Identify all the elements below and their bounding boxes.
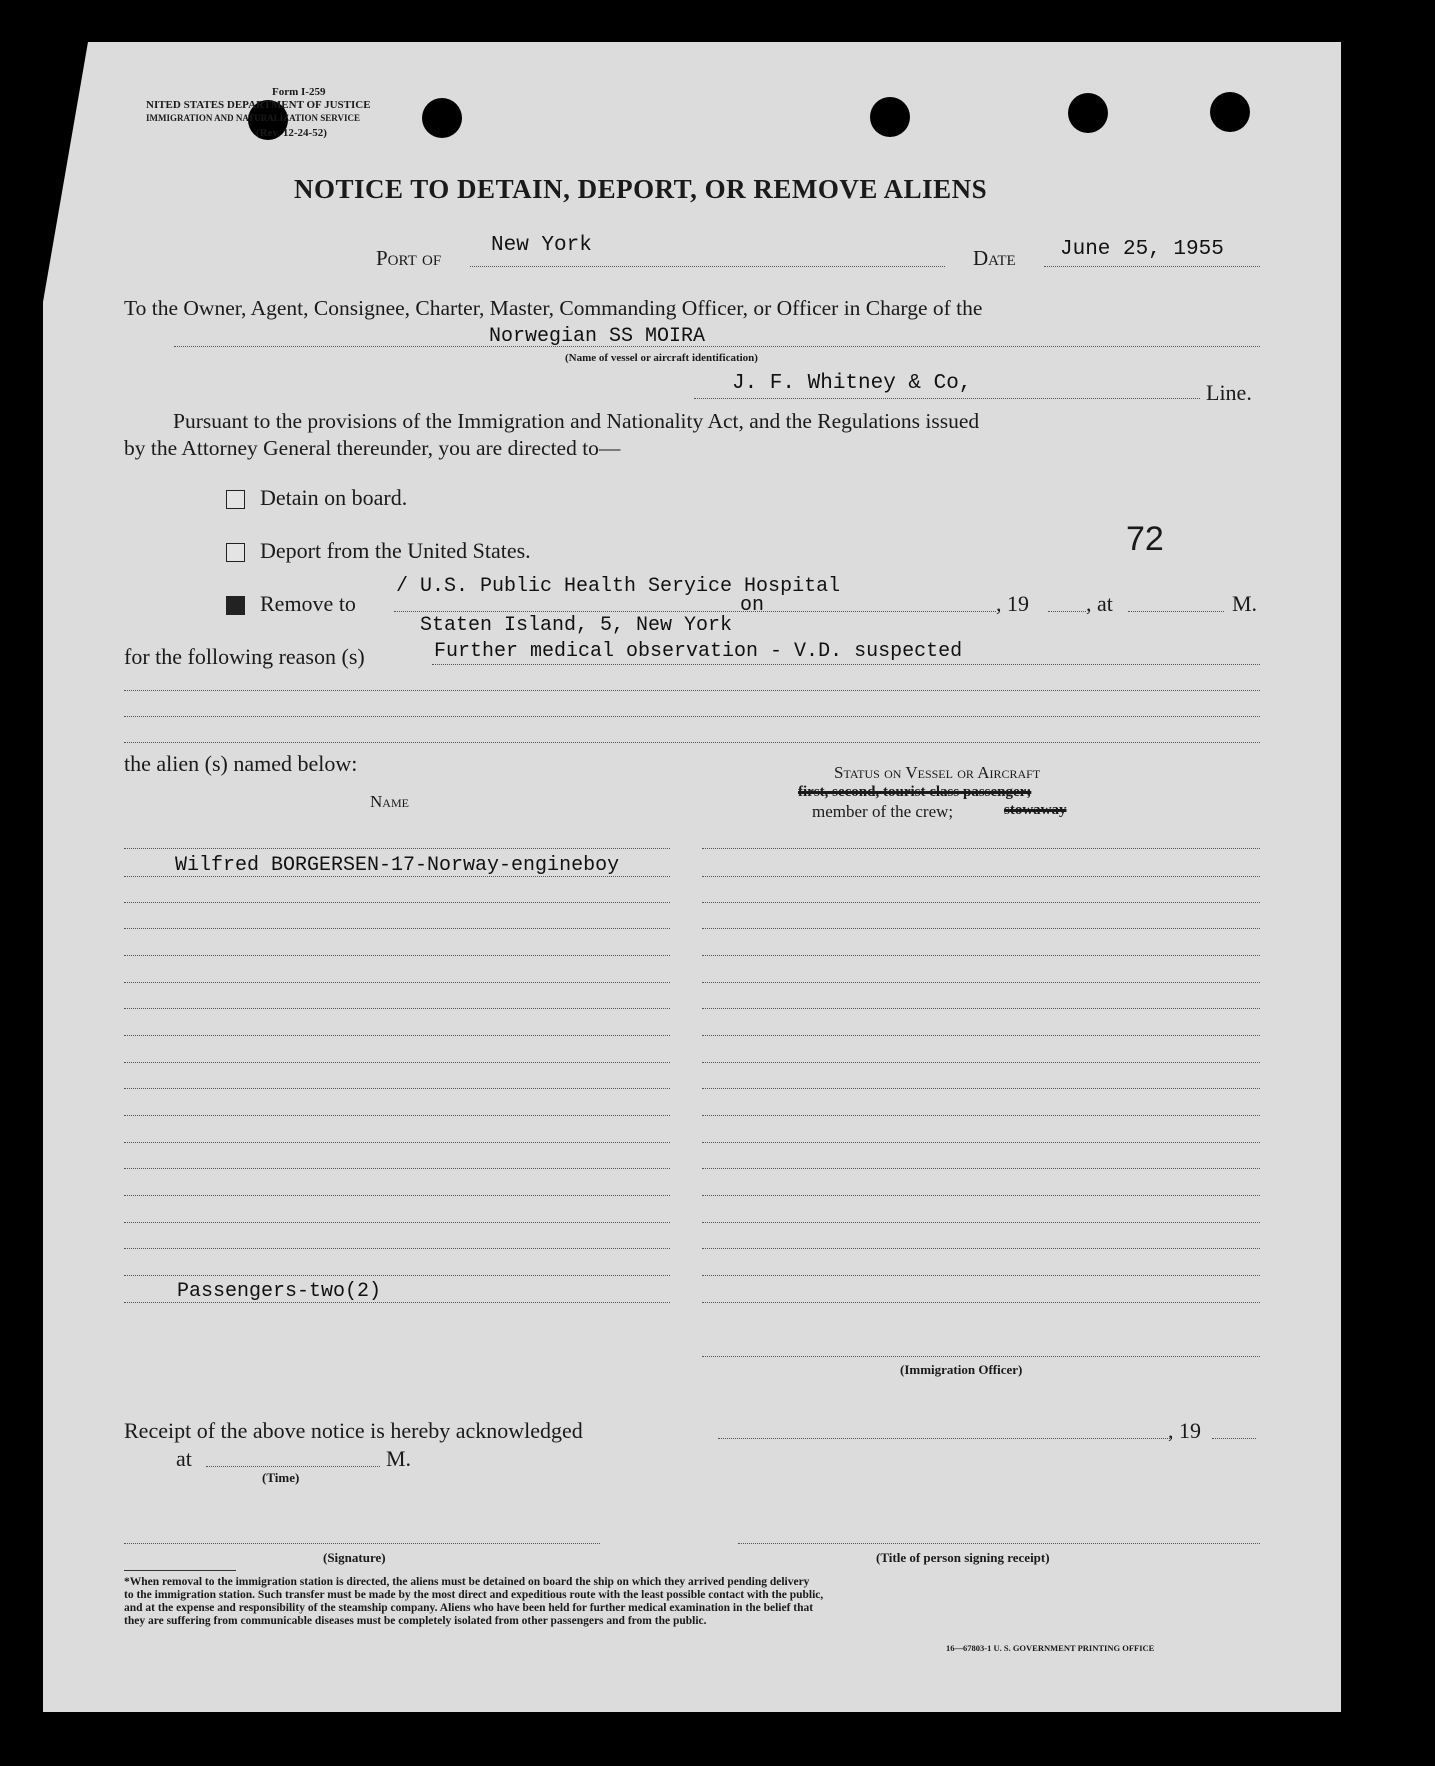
punch-hole [422, 98, 462, 138]
remove-destination-line-2: Staten Island, 5, New York [420, 614, 733, 637]
ruled-line [702, 1088, 1260, 1089]
line-label: Line. [1206, 380, 1252, 405]
ruled-line [702, 1035, 1260, 1036]
punch-hole [870, 97, 910, 137]
ruled-line [124, 1035, 670, 1036]
ruled-line [124, 1275, 670, 1276]
form-number: Form I-259 [272, 86, 326, 98]
ruled-line [124, 1222, 670, 1223]
ruled-line [702, 1142, 1260, 1143]
ruled-line [124, 1088, 670, 1089]
ruled-line [124, 1062, 670, 1063]
reason-value: Further medical observation - V.D. suspected [434, 640, 963, 663]
footnote-line-2: to the immigration station. Such transfer must be made by the most direct and expeditious route with the least possible contact with the public, [124, 1589, 824, 1601]
ruled-line [702, 1222, 1260, 1223]
deport-label: Deport from the United States. [260, 538, 531, 563]
reason-line [124, 690, 1260, 691]
reason-line [124, 742, 1260, 743]
officer-signature-line [702, 1356, 1260, 1357]
title-signing-line [738, 1543, 1260, 1544]
status-crew-struck-text: stowaway [1004, 802, 1067, 818]
name-column-header: Name [370, 792, 409, 811]
ruled-line [124, 1115, 670, 1116]
ruled-line [702, 1302, 1260, 1303]
footnote-line-4: they are suffering from communicable diseases must be completely isolated from other passengers and from the public. [124, 1615, 707, 1627]
ruled-line [124, 1008, 670, 1009]
remove-at-label: , at [1086, 591, 1113, 616]
ruled-line [702, 876, 1260, 877]
ruled-line [702, 1008, 1260, 1009]
document-page [43, 42, 1341, 1712]
date-underline [1044, 266, 1260, 267]
detain-checkbox[interactable] [226, 490, 245, 509]
remove-checkbox[interactable] [226, 596, 245, 615]
status-column-header: Status on Vessel or Aircraft [834, 763, 1041, 782]
ruled-line [702, 1115, 1260, 1116]
date-label: Date [973, 246, 1016, 270]
receipt-m-label: M. [386, 1446, 412, 1471]
margin-number: 72 [1126, 520, 1164, 558]
port-value: New York [491, 234, 592, 257]
ruled-line [702, 928, 1260, 929]
date-value: June 25, 1955 [1060, 238, 1224, 261]
receipt-at-label: at [176, 1446, 192, 1471]
remove-m-label: M. [1232, 591, 1258, 616]
ruled-line [124, 982, 670, 983]
receipt-time-underline [206, 1466, 380, 1467]
reason-underline [432, 664, 1260, 665]
ruled-line [124, 1248, 670, 1249]
ruled-line [702, 1195, 1260, 1196]
addressee-text: To the Owner, Agent, Consignee, Charter, Master, Commanding Officer, or Officer in Charge of the [124, 296, 983, 320]
remove-destination-line-1: / U.S. Public Health Seryice Hospital [396, 575, 841, 598]
remove-time-underline [1128, 611, 1224, 612]
port-label: Port of [376, 246, 442, 270]
remove-label: Remove to [260, 591, 356, 616]
status-crew-text: member of the crew; [812, 802, 954, 821]
vessel-underline [174, 346, 1260, 347]
remove-year-underline [1048, 611, 1086, 612]
remove-year-label: , 19 [996, 591, 1029, 616]
title-signing-caption: (Title of person signing receipt) [876, 1550, 1050, 1565]
pursuant-text-1: Pursuant to the provisions of the Immigration and Nationality Act, and the Regulations issued [173, 409, 980, 433]
remove-underline [394, 611, 996, 612]
detain-label: Detain on board. [260, 485, 408, 510]
ruled-line [702, 1062, 1260, 1063]
form-revision: (Rev. 12-24-52) [256, 127, 327, 139]
vessel-caption: (Name of vessel or aircraft identification) [565, 352, 758, 364]
receipt-year-underline [1212, 1438, 1256, 1439]
printer-line: 16—67803-1 U. S. GOVERNMENT PRINTING OFFICE [946, 1643, 1155, 1653]
receipt-year-label: , 19 [1168, 1418, 1201, 1443]
punch-hole [1068, 93, 1108, 133]
ruled-line [124, 902, 670, 903]
agency-line-2: IMMIGRATION AND NATURALIZATION SERVICE [146, 113, 360, 123]
ruled-line [124, 928, 670, 929]
officer-caption: (Immigration Officer) [900, 1362, 1023, 1377]
footnote-line-3: and at the expense and responsibility of the steamship company. Aliens who have been held for further medical examination in the belief that [124, 1602, 814, 1614]
status-struck-text: first, second, tourist class passenger; [798, 784, 1032, 800]
port-underline [470, 266, 945, 267]
receipt-text: Receipt of the above notice is hereby acknowledged [124, 1418, 583, 1443]
aliens-intro: the alien (s) named below: [124, 751, 358, 776]
vessel-value: Norwegian SS MOIRA [489, 325, 706, 348]
ruled-line [124, 955, 670, 956]
ruled-line [124, 1142, 670, 1143]
ruled-line [124, 1168, 670, 1169]
passengers-note: Passengers-two(2) [177, 1280, 382, 1303]
ruled-line [702, 982, 1260, 983]
pursuant-text-2: by the Attorney General thereunder, you are directed to— [124, 436, 621, 460]
footnote-line-1: *When removal to the immigration station is directed, the aliens must be detained on board the ship on which they arrived pending delivery [124, 1576, 810, 1588]
deport-checkbox[interactable] [226, 543, 245, 562]
ruled-line [702, 1248, 1260, 1249]
ruled-line [702, 1168, 1260, 1169]
signature-line [124, 1543, 600, 1544]
line-underline [694, 398, 1200, 399]
page-title: NOTICE TO DETAIN, DEPORT, OR REMOVE ALIENS [294, 174, 988, 204]
reason-label: for the following reason (s) [124, 644, 365, 669]
agency-line-1: NITED STATES DEPARTMENT OF JUSTICE [146, 99, 371, 111]
alien-name: Wilfred BORGERSEN-17-Norway-engineboy [175, 854, 620, 877]
ruled-line [702, 955, 1260, 956]
ruled-line [702, 1275, 1260, 1276]
ruled-line [124, 1195, 670, 1196]
ruled-line [124, 848, 670, 849]
remove-on-label: on [740, 594, 765, 617]
time-caption: (Time) [262, 1470, 300, 1485]
reason-line [124, 716, 1260, 717]
footnote-rule [124, 1570, 236, 1571]
signature-caption: (Signature) [323, 1550, 386, 1565]
ruled-line [702, 902, 1260, 903]
punch-hole [1210, 92, 1250, 132]
receipt-date-underline [718, 1438, 1170, 1439]
line-value: J. F. Whitney & Co, [732, 372, 972, 395]
ruled-line [702, 848, 1260, 849]
